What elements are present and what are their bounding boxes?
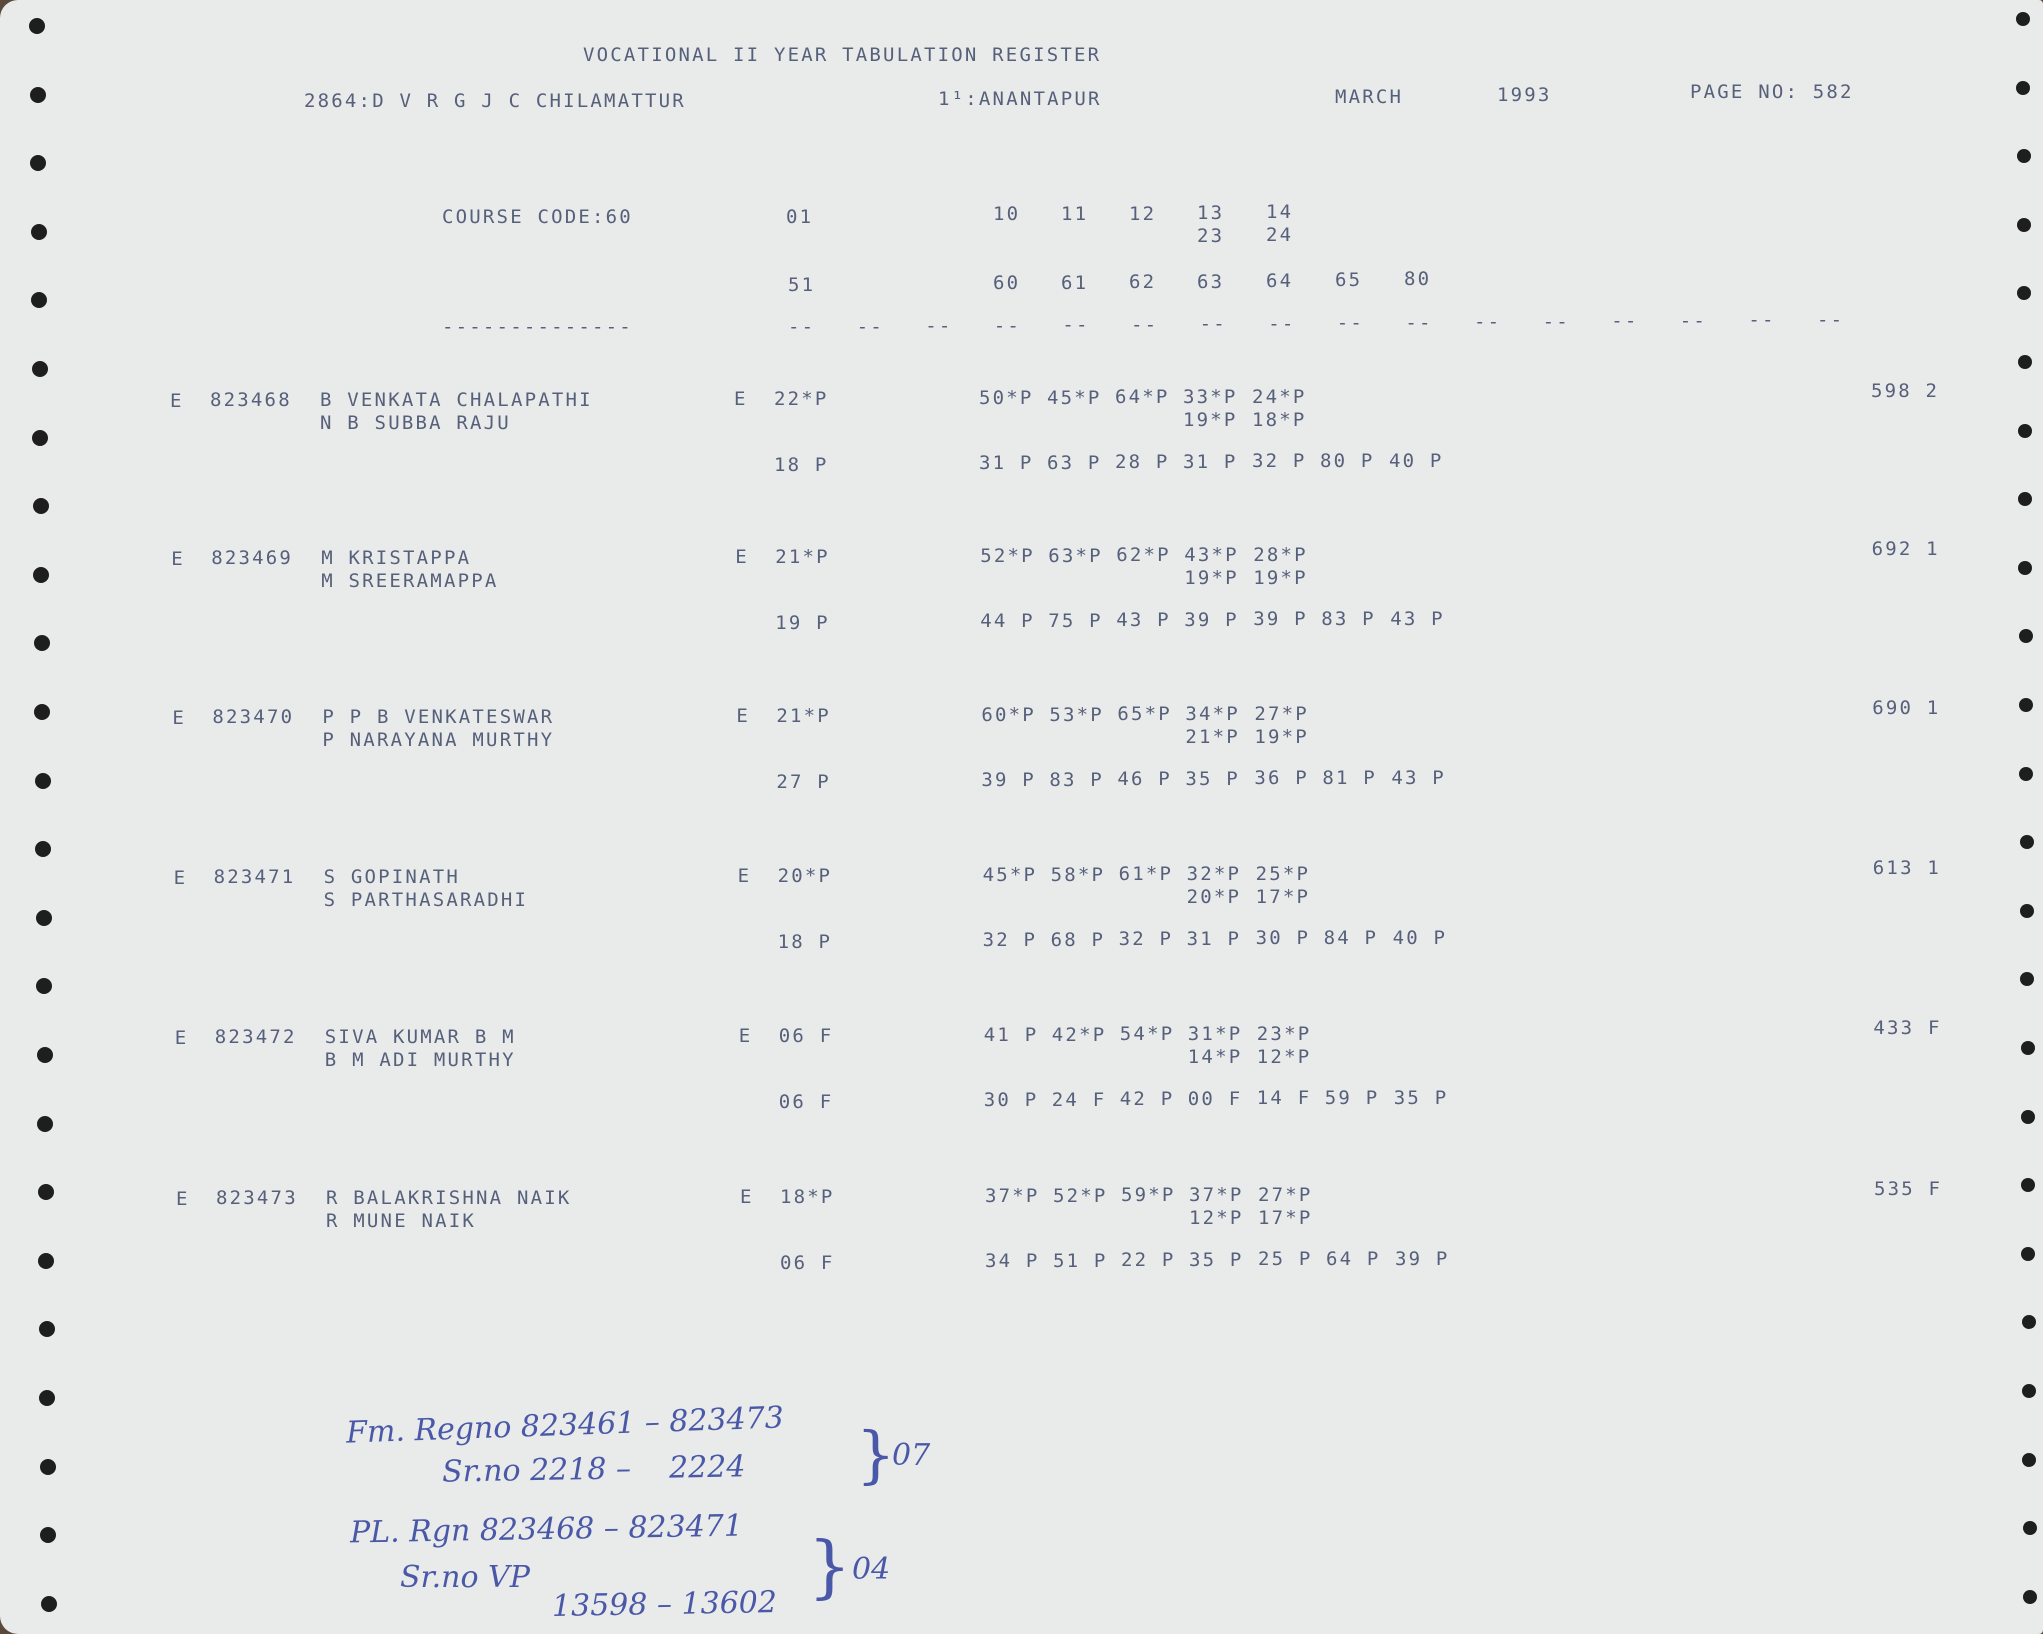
mark-row2: 39 P bbox=[1184, 608, 1239, 631]
perforation-hole bbox=[2021, 1110, 2035, 1124]
page-number: PAGE NO: 582 bbox=[1690, 81, 1854, 103]
column-dash: -- bbox=[1679, 309, 1708, 332]
record-flag: E bbox=[170, 390, 184, 412]
mark-01: 06 F bbox=[778, 1025, 834, 1047]
mark-row2: 24 F bbox=[1051, 1088, 1107, 1111]
handwritten-pl-serial: Sr.no VP bbox=[400, 1560, 530, 1595]
exam-month: MARCH bbox=[1335, 86, 1404, 108]
mark-row2: 43 P bbox=[1390, 607, 1445, 630]
perforation-hole bbox=[2022, 1384, 2036, 1398]
column-dash: -- bbox=[856, 315, 884, 338]
father-name: R MUNE NAIK bbox=[326, 1210, 477, 1232]
mark-row1b: 19*P bbox=[1184, 567, 1239, 589]
mark-row1: 45*P bbox=[982, 864, 1038, 886]
medium-code: E bbox=[734, 388, 748, 410]
mark-row1: 52*P bbox=[1053, 1184, 1108, 1207]
mark-row1: 64*P bbox=[1115, 386, 1170, 409]
column-code-60: 60 bbox=[993, 272, 1021, 294]
grand-total: 535 F bbox=[1874, 1178, 1943, 1200]
perforation-hole bbox=[2017, 218, 2031, 232]
mark-row1: 52*P bbox=[980, 545, 1035, 567]
mark-row1b: 19*P bbox=[1253, 567, 1308, 589]
column-dash: -- bbox=[1474, 311, 1502, 333]
mark-row2: 68 P bbox=[1050, 928, 1106, 951]
district-name: 1¹:ANANTAPUR bbox=[938, 88, 1102, 110]
mark-row2: 35 P bbox=[1393, 1086, 1449, 1109]
handwritten-fm-regno: Fm. Regno 823461 – 823473 bbox=[345, 1400, 785, 1451]
column-dash: -- bbox=[1817, 308, 1845, 331]
mark-row1: 42*P bbox=[1051, 1023, 1107, 1046]
mark-row1: 32*P bbox=[1186, 863, 1242, 886]
perforation-hole bbox=[37, 1047, 53, 1063]
perforation-hole bbox=[2018, 355, 2032, 369]
grand-total: 598 2 bbox=[1871, 380, 1940, 402]
student-name: R BALAKRISHNA NAIK bbox=[326, 1187, 572, 1209]
mark-row2: 43 P bbox=[1391, 766, 1446, 789]
mark-51: 06 F bbox=[778, 1091, 834, 1113]
mark-row2: 25 P bbox=[1258, 1248, 1313, 1271]
mark-row1: 50*P bbox=[979, 387, 1034, 409]
perforation-hole bbox=[39, 1390, 55, 1406]
medium-code: E bbox=[738, 1025, 753, 1047]
mark-row2: 39 P bbox=[1253, 608, 1308, 631]
mark-row2: 46 P bbox=[1117, 768, 1172, 791]
perforation-hole bbox=[2018, 492, 2032, 506]
mark-row1b: 12*P bbox=[1256, 1046, 1312, 1068]
exam-year: 1993 bbox=[1497, 84, 1552, 106]
mark-row1: 62*P bbox=[1116, 544, 1171, 567]
student-name: B VENKATA CHALAPATHI bbox=[320, 389, 593, 411]
mark-row1: 33*P bbox=[1183, 386, 1238, 409]
column-code-11: 11 bbox=[1061, 203, 1089, 225]
mark-01: 21*P bbox=[776, 705, 831, 727]
record-flag: E bbox=[171, 548, 185, 570]
mark-row2: 31 P bbox=[979, 452, 1034, 474]
mark-row1: 65*P bbox=[1117, 703, 1172, 726]
column-dash: -- bbox=[1336, 312, 1365, 334]
mark-row1b: 17*P bbox=[1258, 1207, 1313, 1229]
perforation-hole bbox=[2022, 1315, 2036, 1329]
perforation-hole bbox=[32, 361, 48, 377]
perforation-hole bbox=[2018, 424, 2032, 438]
perforation-hole bbox=[33, 498, 49, 514]
column-dash: -- bbox=[1268, 312, 1296, 335]
column-dash: -- bbox=[1611, 310, 1639, 332]
mark-row2: 51 P bbox=[1053, 1249, 1108, 1272]
perforation-hole bbox=[33, 567, 49, 583]
mark-row1: 28*P bbox=[1253, 543, 1308, 566]
mark-row2: 22 P bbox=[1121, 1249, 1176, 1272]
mark-row2: 30 P bbox=[983, 1089, 1039, 1111]
mark-row2: 34 P bbox=[985, 1250, 1040, 1272]
register-number: 823472 bbox=[214, 1026, 297, 1048]
mark-row2: 83 P bbox=[1321, 608, 1376, 630]
column-dash: -- bbox=[1199, 313, 1227, 335]
perforation-hole bbox=[2023, 1590, 2037, 1604]
mark-row2: 81 P bbox=[1322, 767, 1377, 789]
father-name: N B SUBBA RAJU bbox=[320, 412, 511, 434]
column-dash: -- bbox=[788, 316, 816, 338]
mark-row2: 28 P bbox=[1115, 451, 1170, 474]
father-name: S PARTHASARADHI bbox=[323, 889, 529, 911]
mark-row1: 25*P bbox=[1255, 862, 1311, 885]
record-flag: E bbox=[173, 867, 188, 889]
mark-01: 22*P bbox=[774, 388, 829, 410]
mark-row2: 00 F bbox=[1187, 1087, 1243, 1110]
mark-row1: 37*P bbox=[985, 1185, 1040, 1207]
father-name: M SREERAMAPPA bbox=[321, 570, 499, 592]
mark-row2: 43 P bbox=[1116, 609, 1171, 632]
perforation-hole bbox=[40, 1527, 56, 1543]
register-number: 823470 bbox=[212, 706, 295, 728]
register-title: VOCATIONAL II YEAR TABULATION REGISTER bbox=[583, 44, 1102, 66]
register-number: 823469 bbox=[211, 547, 294, 569]
mark-row1: 54*P bbox=[1119, 1023, 1175, 1046]
register-number: 823471 bbox=[213, 866, 296, 888]
mark-01: 20*P bbox=[777, 865, 833, 887]
mark-row1: 58*P bbox=[1050, 863, 1106, 886]
perforation-hole bbox=[2017, 286, 2031, 300]
medium-code: E bbox=[737, 865, 752, 887]
father-name: B M ADI MURTHY bbox=[324, 1049, 516, 1071]
mark-row2: 44 P bbox=[980, 610, 1035, 632]
record-flag: E bbox=[176, 1188, 190, 1210]
perforation-hole bbox=[2021, 1178, 2035, 1192]
handwritten-count-1: 07 bbox=[892, 1438, 931, 1473]
handwritten-pl-serial-range: 13598 – 13602 bbox=[551, 1585, 778, 1624]
column-code-14: 14 bbox=[1266, 201, 1294, 223]
column-code-51: 51 bbox=[788, 274, 816, 296]
mark-row1b: 19*P bbox=[1254, 726, 1309, 748]
column-code-63: 63 bbox=[1197, 271, 1225, 293]
mark-row2: 75 P bbox=[1048, 609, 1103, 632]
column-code-61: 61 bbox=[1061, 272, 1089, 294]
mark-row2: 40 P bbox=[1389, 449, 1444, 472]
mark-row1: 43*P bbox=[1184, 544, 1239, 567]
perforation-hole bbox=[2016, 12, 2030, 26]
perforation-hole bbox=[2020, 835, 2034, 849]
mark-row2: 40 P bbox=[1392, 926, 1448, 949]
mark-row1: 23*P bbox=[1256, 1022, 1312, 1045]
perforation-hole bbox=[2016, 81, 2030, 95]
column-dash: -- bbox=[1131, 313, 1159, 336]
column-code-12: 12 bbox=[1129, 203, 1157, 225]
mark-row1b: 18*P bbox=[1252, 409, 1307, 431]
mark-row1: 24*P bbox=[1252, 385, 1307, 408]
mark-01: 21*P bbox=[775, 546, 830, 568]
mark-row1: 34*P bbox=[1185, 703, 1240, 726]
grand-total: 692 1 bbox=[1871, 538, 1940, 560]
mark-row1b: 12*P bbox=[1189, 1207, 1244, 1229]
mark-row1b: 17*P bbox=[1255, 886, 1311, 908]
course-underline: -------------- bbox=[442, 316, 633, 338]
perforation-hole bbox=[41, 1596, 57, 1612]
column-code-24: 24 bbox=[1266, 224, 1294, 246]
mark-row2: 84 P bbox=[1323, 927, 1379, 949]
mark-row1: 61*P bbox=[1118, 863, 1174, 886]
mark-row2: 39 P bbox=[981, 769, 1036, 791]
perforation-hole bbox=[2022, 1453, 2036, 1467]
medium-code: E bbox=[736, 705, 751, 727]
column-dash: -- bbox=[993, 314, 1022, 337]
perforation-hole bbox=[35, 841, 51, 857]
father-name: P NARAYANA MURTHY bbox=[322, 729, 555, 751]
student-name: M KRISTAPPA bbox=[321, 547, 472, 569]
perforation-hole bbox=[2020, 904, 2034, 918]
column-code-64: 64 bbox=[1266, 270, 1294, 292]
mark-row1b: 21*P bbox=[1185, 726, 1240, 748]
mark-row2: 30 P bbox=[1255, 927, 1311, 950]
record-flag: E bbox=[172, 707, 187, 729]
mark-row1: 31*P bbox=[1187, 1023, 1243, 1046]
college-name: 2864:D V R G J C CHILAMATTUR bbox=[304, 90, 686, 112]
column-dash: -- bbox=[1542, 310, 1570, 333]
mark-row1: 37*P bbox=[1189, 1184, 1244, 1207]
perforation-hole bbox=[36, 910, 52, 926]
mark-51: 18 P bbox=[777, 931, 833, 953]
grand-total: 433 F bbox=[1873, 1017, 1942, 1039]
mark-row1: 60*P bbox=[981, 704, 1036, 726]
mark-row2: 63 P bbox=[1047, 451, 1102, 474]
column-dash: -- bbox=[925, 315, 953, 337]
mark-row1: 45*P bbox=[1047, 386, 1102, 409]
mark-row1: 59*P bbox=[1121, 1184, 1176, 1207]
register-number: 823473 bbox=[216, 1187, 298, 1209]
perforation-hole bbox=[37, 1116, 53, 1132]
mark-row1: 41 P bbox=[983, 1024, 1039, 1046]
student-name: P P B VENKATESWAR bbox=[322, 706, 555, 728]
mark-row2: 14 F bbox=[1256, 1087, 1312, 1110]
mark-row2: 32 P bbox=[1252, 450, 1307, 473]
mark-row1: 63*P bbox=[1048, 544, 1103, 567]
perforation-hole bbox=[34, 635, 50, 651]
register-number: 823468 bbox=[210, 389, 292, 411]
column-code-13: 13 bbox=[1197, 202, 1225, 224]
perforation-hole bbox=[39, 1321, 55, 1337]
mark-row2: 59 P bbox=[1324, 1087, 1380, 1109]
perforation-hole bbox=[29, 18, 45, 34]
mark-row2: 35 P bbox=[1185, 767, 1240, 790]
mark-row2: 32 P bbox=[1118, 928, 1174, 951]
perforation-hole bbox=[31, 224, 47, 240]
student-name: SIVA KUMAR B M bbox=[324, 1026, 516, 1048]
perforation-hole bbox=[40, 1459, 56, 1475]
handwritten-brace-1: } bbox=[856, 1418, 896, 1491]
perforation-hole bbox=[2021, 1041, 2035, 1055]
medium-code: E bbox=[735, 546, 749, 568]
perforation-hole bbox=[2023, 1521, 2037, 1535]
mark-51: 06 F bbox=[780, 1252, 835, 1274]
mark-01: 18*P bbox=[780, 1186, 835, 1208]
mark-row2: 31 P bbox=[1186, 927, 1242, 950]
mark-row1b: 19*P bbox=[1183, 409, 1238, 431]
mark-row1: 53*P bbox=[1049, 703, 1104, 726]
mark-row2: 42 P bbox=[1119, 1088, 1175, 1111]
perforation-hole bbox=[2019, 629, 2033, 643]
handwritten-fm-serial: Sr.no 2218 – 2224 bbox=[441, 1449, 746, 1490]
perforation-hole bbox=[2017, 149, 2031, 163]
perforation-hole bbox=[2019, 767, 2033, 781]
mark-row2: 39 P bbox=[1395, 1247, 1450, 1270]
mark-row1b: 20*P bbox=[1186, 886, 1242, 908]
perforation-hole bbox=[2020, 972, 2034, 986]
grand-total: 613 1 bbox=[1872, 857, 1941, 879]
perforation-hole bbox=[30, 155, 46, 171]
mark-row2: 36 P bbox=[1254, 767, 1309, 790]
column-code-65: 65 bbox=[1335, 269, 1363, 291]
mark-51: 19 P bbox=[775, 612, 830, 634]
column-code-62: 62 bbox=[1129, 271, 1157, 293]
perforation-hole bbox=[35, 773, 51, 789]
mark-51: 27 P bbox=[776, 771, 831, 793]
perforation-hole bbox=[2021, 1247, 2035, 1261]
perforation-hole bbox=[2019, 698, 2033, 712]
column-code-23: 23 bbox=[1197, 225, 1225, 247]
perforation-hole bbox=[32, 430, 48, 446]
mark-row2: 83 P bbox=[1049, 768, 1104, 791]
perforation-hole bbox=[38, 1184, 54, 1200]
column-dash: -- bbox=[1062, 314, 1090, 336]
student-name: S GOPINATH bbox=[323, 866, 460, 888]
mark-row2: 32 P bbox=[982, 929, 1038, 951]
perforation-hole bbox=[36, 978, 52, 994]
column-code-01: 01 bbox=[786, 206, 814, 228]
mark-row1b: 14*P bbox=[1187, 1046, 1243, 1068]
perforation-hole bbox=[34, 704, 50, 720]
column-dash: -- bbox=[1748, 309, 1776, 331]
mark-row1: 27*P bbox=[1258, 1183, 1313, 1206]
perforation-hole bbox=[30, 87, 46, 103]
column-dash: -- bbox=[1405, 311, 1433, 334]
handwritten-count-2: 04 bbox=[852, 1552, 891, 1587]
perforation-hole bbox=[31, 292, 47, 308]
column-code-80: 80 bbox=[1404, 268, 1432, 290]
handwritten-brace-2: } bbox=[808, 1528, 852, 1607]
record-flag: E bbox=[174, 1027, 189, 1049]
grand-total: 690 1 bbox=[1872, 697, 1941, 719]
column-code-10: 10 bbox=[993, 203, 1021, 225]
perforation-hole bbox=[2018, 561, 2032, 575]
mark-row2: 80 P bbox=[1320, 450, 1375, 472]
mark-row2: 35 P bbox=[1189, 1248, 1244, 1271]
handwritten-pl-regno: PL. Rgn 823468 – 823471 bbox=[349, 1508, 744, 1551]
mark-row2: 64 P bbox=[1326, 1248, 1381, 1270]
mark-row2: 31 P bbox=[1183, 450, 1238, 473]
perforation-hole bbox=[38, 1253, 54, 1269]
mark-row1: 27*P bbox=[1254, 702, 1309, 725]
mark-51: 18 P bbox=[774, 454, 829, 476]
medium-code: E bbox=[740, 1186, 754, 1208]
course-code-label: COURSE CODE:60 bbox=[442, 206, 633, 228]
